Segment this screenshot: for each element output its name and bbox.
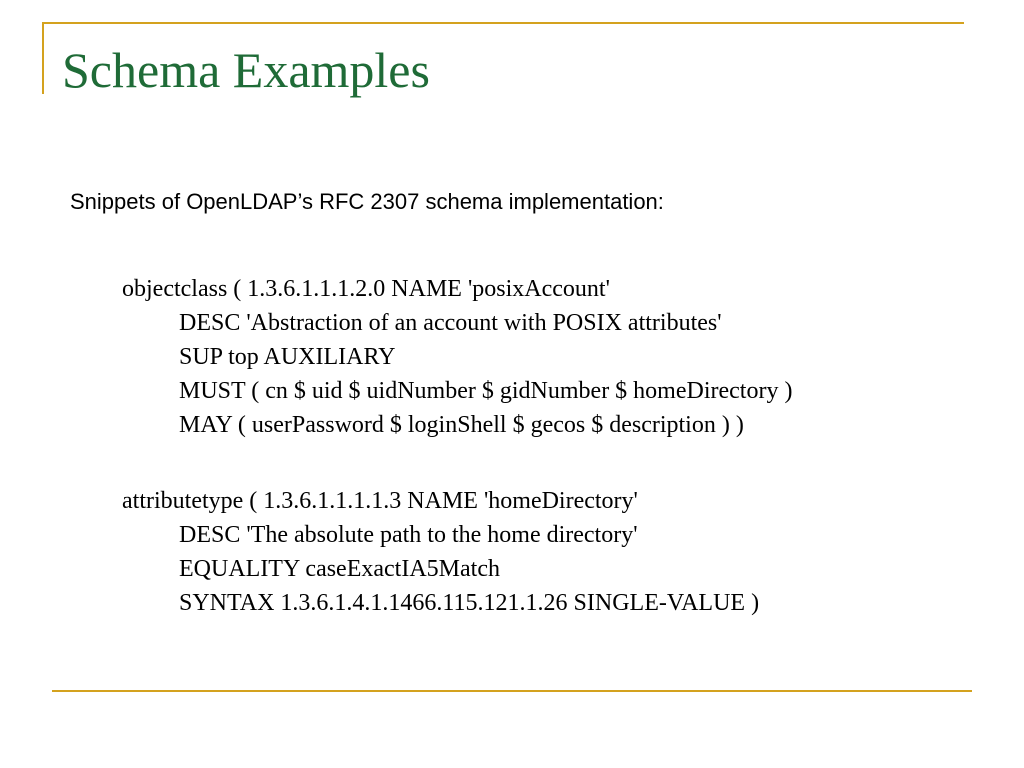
attributetype-line: DESC 'The absolute path to the home directory' [179, 522, 638, 548]
objectclass-line: DESC 'Abstraction of an account with POSIX attributes' [179, 310, 722, 336]
objectclass-line: MUST ( cn $ uid $ uidNumber $ gidNumber $ homeDirectory ) [179, 378, 793, 404]
top-accent-rule [42, 22, 964, 24]
attributetype-line: EQUALITY caseExactIA5Match [179, 556, 500, 582]
objectclass-definition [122, 272, 792, 442]
objectclass-line: MAY ( userPassword $ loginShell $ gecos $ description ) ) [179, 412, 744, 438]
attributetype-line: SYNTAX 1.3.6.1.4.1.1466.115.121.1.26 SINGLE-VALUE ) [179, 590, 760, 616]
left-accent-rule [42, 22, 44, 94]
objectclass-line: SUP top AUXILIARY [179, 344, 396, 370]
slide-title: Schema Examples [62, 42, 430, 98]
attributetype-line: attributetype ( 1.3.6.1.1.1.1.3 NAME 'homeDirectory' [122, 488, 638, 514]
attributetype-definition [122, 484, 759, 620]
slide-subtitle: Snippets of OpenLDAP’s RFC 2307 schema implementation: [70, 189, 664, 214]
bottom-accent-rule [52, 690, 972, 692]
objectclass-line: objectclass ( 1.3.6.1.1.1.2.0 NAME 'posixAccount' [122, 276, 610, 302]
